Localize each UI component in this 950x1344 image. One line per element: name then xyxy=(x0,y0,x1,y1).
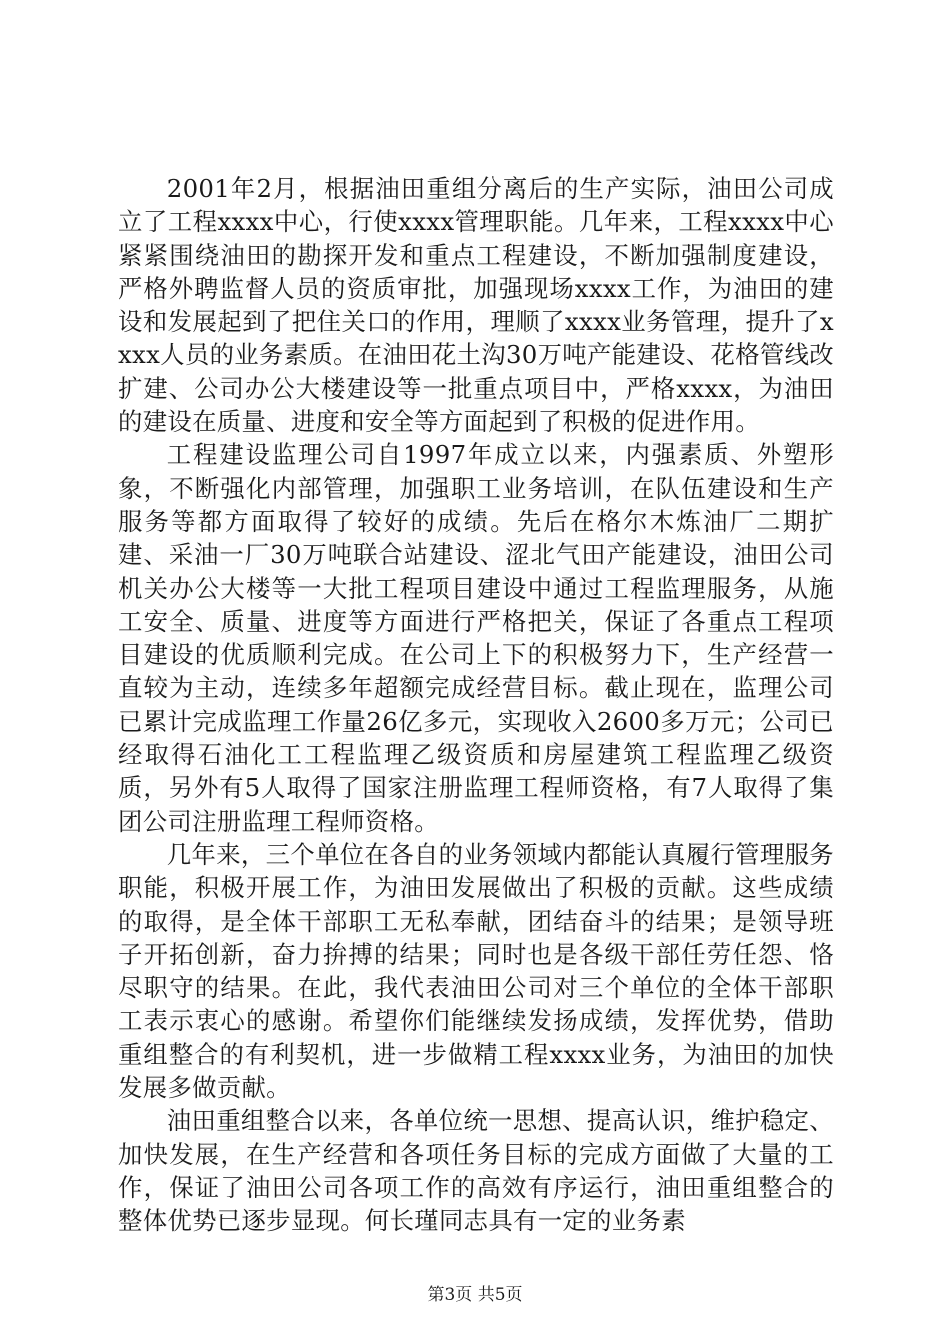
paragraph-3: 几年来，三个单位在各自的业务领域内都能认真履行管理服务职能，积极开展工作，为油田发展做出了积极的贡献。这些成绩的取得，是全体干部职工无私奉献，团结奋斗的结果；是领导班子开拓创新，奋力拚搏的结果；同时也是各级干部任劳任怨、恪尽职守的结果。在此，我代表油田公司对三个单位的全体干部职工表示衷心的感谢。希望你们能继续发扬成绩，发挥优势，借助重组整合的有利契机，进一步做精工程xxxx业务，为油田的加快发展多做贡献。 xyxy=(118,839,834,1103)
paragraph-4: 油田重组整合以来，各单位统一思想、提高认识，维护稳定、加快发展，在生产经营和各项任务目标的完成方面做了大量的工作，保证了油田公司各项工作的高效有序运行，油田重组整合的整体优势已逐步显现。何长瑾同志具有一定的业务素 xyxy=(118,1106,834,1236)
paragraph-2: 工程建设监理公司自1997年成立以来，内强素质、外塑形象，不断强化内部管理，加强职工业务培训，在队伍建设和生产服务等都方面取得了较好的成绩。先后在格尔木炼油厂二期扩建、采油一厂30万吨联合站建设、涩北气田产能建设，油田公司机关办公大楼等一大批工程项目建设中通过工程监理服务，从施工安全、质量、进度等方面进行严格把关，保证了各重点工程项目建设的优质顺利完成。在公司上下的积极努力下，生产经营一直较为主动，连续多年超额完成经营目标。截止现在，监理公司已累计完成监理工作量26亿多元，实现收入2600多万元；公司已经取得石油化工工程监理乙级资质和房屋建筑工程监理乙级资质，另外有5人取得了国家注册监理工程师资格，有7人取得了集团公司注册监理工程师资格。 xyxy=(118,440,834,836)
paragraph-1: 2001年2月，根据油田重组分离后的生产实际，油田公司成立了工程xxxx中心，行使xxxx管理职能。几年来，工程xxxx中心紧紧围绕油田的勘探开发和重点工程建设，不断加强制度建设，严格外聘监督人员的资质审批，加强现场xxxx工作，为油田的建设和发展起到了把住关口的作用，理顺了xxxx业务管理，提升了xxxx人员的业务素质。在油田花土沟30万吨产能建设、花格管线改扩建、公司办公大楼建设等一批重点项目中，严格xxxx，为油田的建设在质量、进度和安全等方面起到了积极的促进作用。 xyxy=(118,174,834,437)
document-body xyxy=(118,172,834,1238)
page-footer: 第3页 共5页 xyxy=(427,1285,523,1305)
